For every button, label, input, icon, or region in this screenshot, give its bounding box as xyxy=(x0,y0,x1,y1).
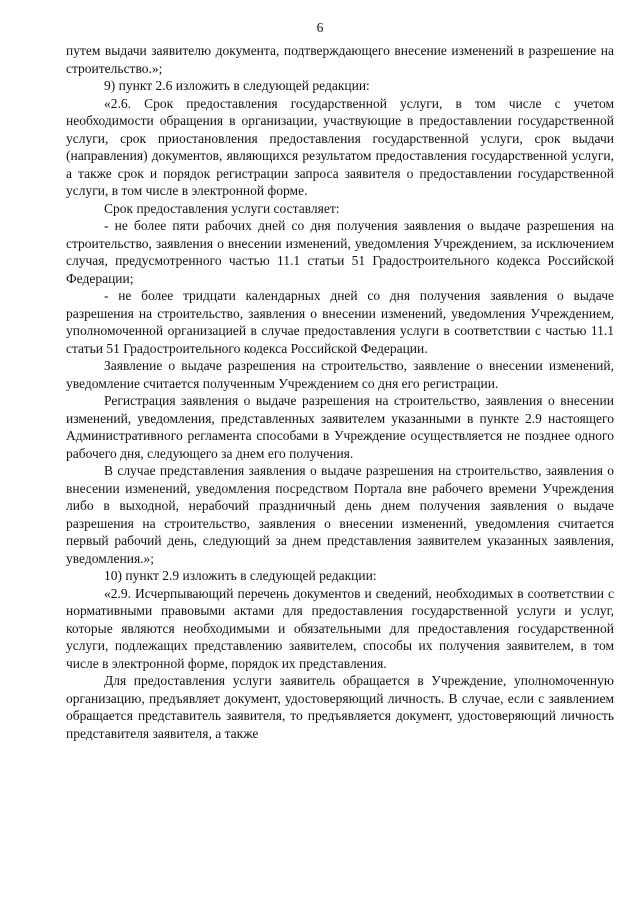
paragraph-portal: В случае представления заявления о выдаче разрешения на строительство, заявления о внесении изменений, уведомления посредством Портала вне рабочего времени Учреждения либо в выходной, нерабочий праздничный день днем получения заявления о выдаче разрешения на строительство, заявления о внесении изменений, уведомления считается первый рабочий день, следующий за днем представления заявителем указанных заявления, уведомления.»; xyxy=(66,463,614,566)
paragraph-five-days: - не более пяти рабочих дней со дня получения заявления о выдаче разрешения на строительство, заявления о внесении изменений, уведомления Учреждением, за исключением случая, предусмотренного частью 11.1 статьи 51 Градостроительного кодекса Российской Федерации; xyxy=(66,218,614,286)
paragraph-item-10: 10) пункт 2.9 изложить в следующей редакции: xyxy=(104,568,377,583)
paragraph-2-9: «2.9. Исчерпывающий перечень документов и сведений, необходимых в соответствии с нормативными правовыми актами для предоставления государственной услуги и услуг, которые являются необходимыми и обязательными для предоставления государственной услуги, подлежащих представлению заявителем, способы их получения заявителем, в том числе в электронной форме, порядок их представления. xyxy=(66,585,614,671)
paragraph-2-6: «2.6. Срок предоставления государственной услуги, в том числе с учетом необходимости обращения в организации, участвующие в предоставлении государственной услуги, срок приостановления предоставления государственной услуги, срок выдачи (направления) документов, являющихся результатом предоставления государственной услуги, а также срок и порядок регистрации запроса заявителя о предоставлении государственной услуги, в том числе в электронной форме. xyxy=(66,95,614,198)
paragraph-item-9: 9) пункт 2.6 изложить в следующей редакции: xyxy=(104,78,370,93)
paragraph-received: Заявление о выдаче разрешения на строительство, заявление о внесении изменений, уведомление считается полученным Учреждением со дня его регистрации. xyxy=(66,358,614,391)
page-number: 6 xyxy=(316,20,324,35)
paragraph-continuation: путем выдачи заявителю документа, подтверждающего внесение изменений в разрешение на строительство.»; xyxy=(66,43,614,76)
paragraph-term-intro: Срок предоставления услуги составляет: xyxy=(104,200,340,216)
paragraph-applicant: Для предоставления услуги заявитель обращается в Учреждение, уполномоченную организацию, предъявляет документ, удостоверяющий личность. В случае, если с заявлением обращается представитель заявителя, то предъявляется документ, удостоверяющий личность представителя заявителя, а также xyxy=(66,673,614,741)
paragraph-registration: Регистрация заявления о выдаче разрешения на строительство, заявления о внесении изменений, уведомления, представленных заявителем указанными в пункте 2.9 настоящего Административного регламента способами в Учреждение осуществляется не позднее одного рабочего дня, следующего за днем его получения. xyxy=(66,393,614,461)
document-body xyxy=(66,42,614,742)
paragraph-thirty-days: - не более тридцати календарных дней со дня получения заявления о выдаче разрешения на строительство, заявления о внесении изменений, уведомления Учреждением, уполномоченной организацией в случае предоставления услуги в соответствии с частью 11.1 статьи 51 Градостроительного кодекса Российской Федерации. xyxy=(66,288,614,356)
